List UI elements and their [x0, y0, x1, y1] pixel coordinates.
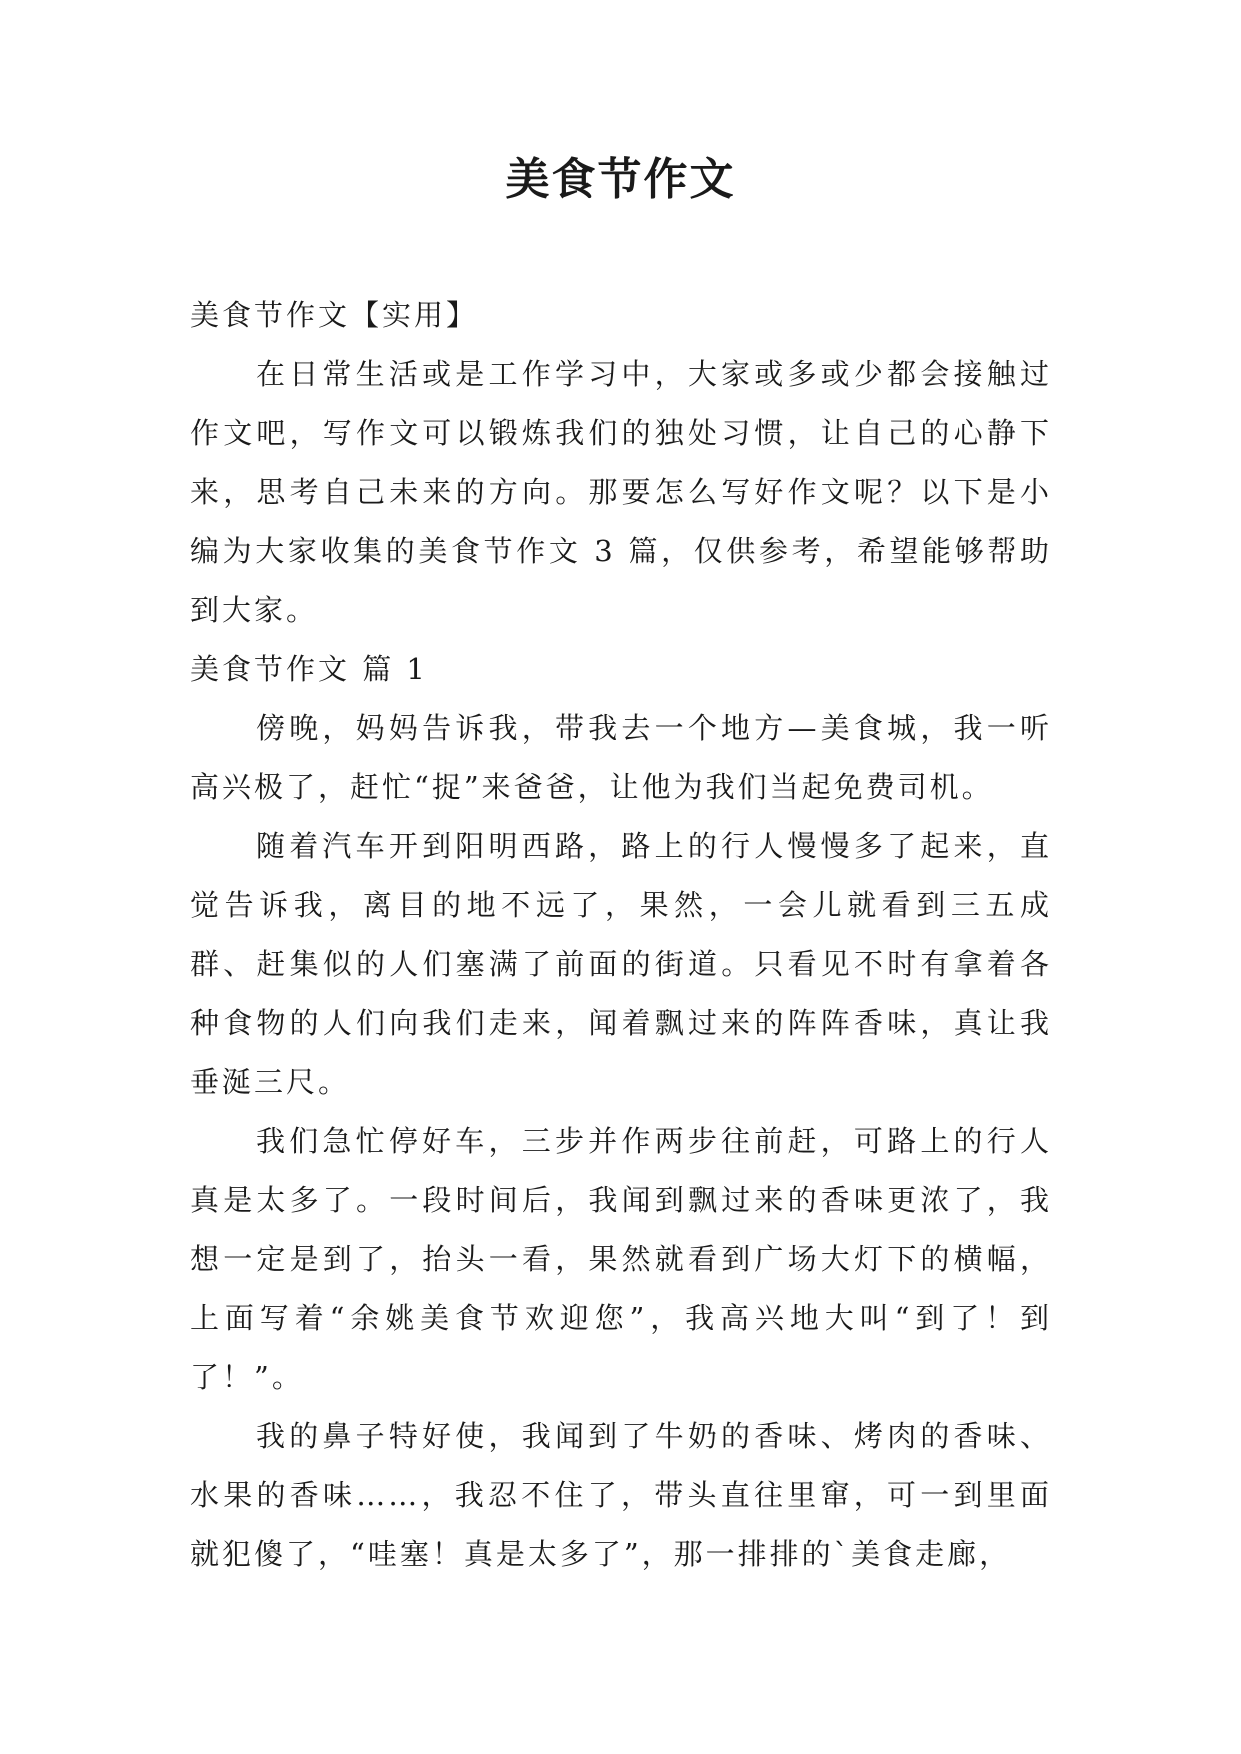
section-heading: 美食节作文 篇 1 — [190, 652, 428, 686]
intro-paragraph: 在日常生活或是工作学习中，大家或多或少都会接触过作文吧，写作文可以锻炼我们的独处习惯，让自己的心静下来，思考自己未来的方向。那要怎么写好作文呢？以下是小编为大家收集的美食节作文 3 篇，仅供参考，希望能够帮助到大家。 — [190, 357, 1052, 627]
document-body — [190, 286, 1052, 1584]
body-paragraph: 傍晚，妈妈告诉我，带我去一个地方—美食城，我一听高兴极了，赶忙“捉”来爸爸，让他为我们当起免费司机。 — [190, 711, 1052, 804]
body-paragraph: 我们急忙停好车，三步并作两步往前赶，可路上的行人真是太多了。一段时间后，我闻到飘过来的香味更浓了，我想一定是到了，抬头一看，果然就看到广场大灯下的横幅，上面写着“余姚美食节欢迎您”，我高兴地大叫“到了！到了！”。 — [190, 1124, 1052, 1394]
body-paragraph: 随着汽车开到阳明西路，路上的行人慢慢多了起来，直觉告诉我，离目的地不远了，果然，一会儿就看到三五成群、赶集似的人们塞满了前面的街道。只看见不时有拿着各种食物的人们向我们走来，闻着飘过来的阵阵香味，真让我垂涎三尺。 — [190, 829, 1052, 1099]
document-title: 美食节作文 — [505, 154, 736, 205]
document-subtitle: 美食节作文【实用】 — [190, 298, 479, 332]
body-paragraph: 我的鼻子特好使，我闻到了牛奶的香味、烤肉的香味、水果的香味……，我忍不住了，带头直往里窜，可一到里面就犯傻了，“哇塞！真是太多了”，那一排排的`美食走廊， — [190, 1419, 1052, 1571]
